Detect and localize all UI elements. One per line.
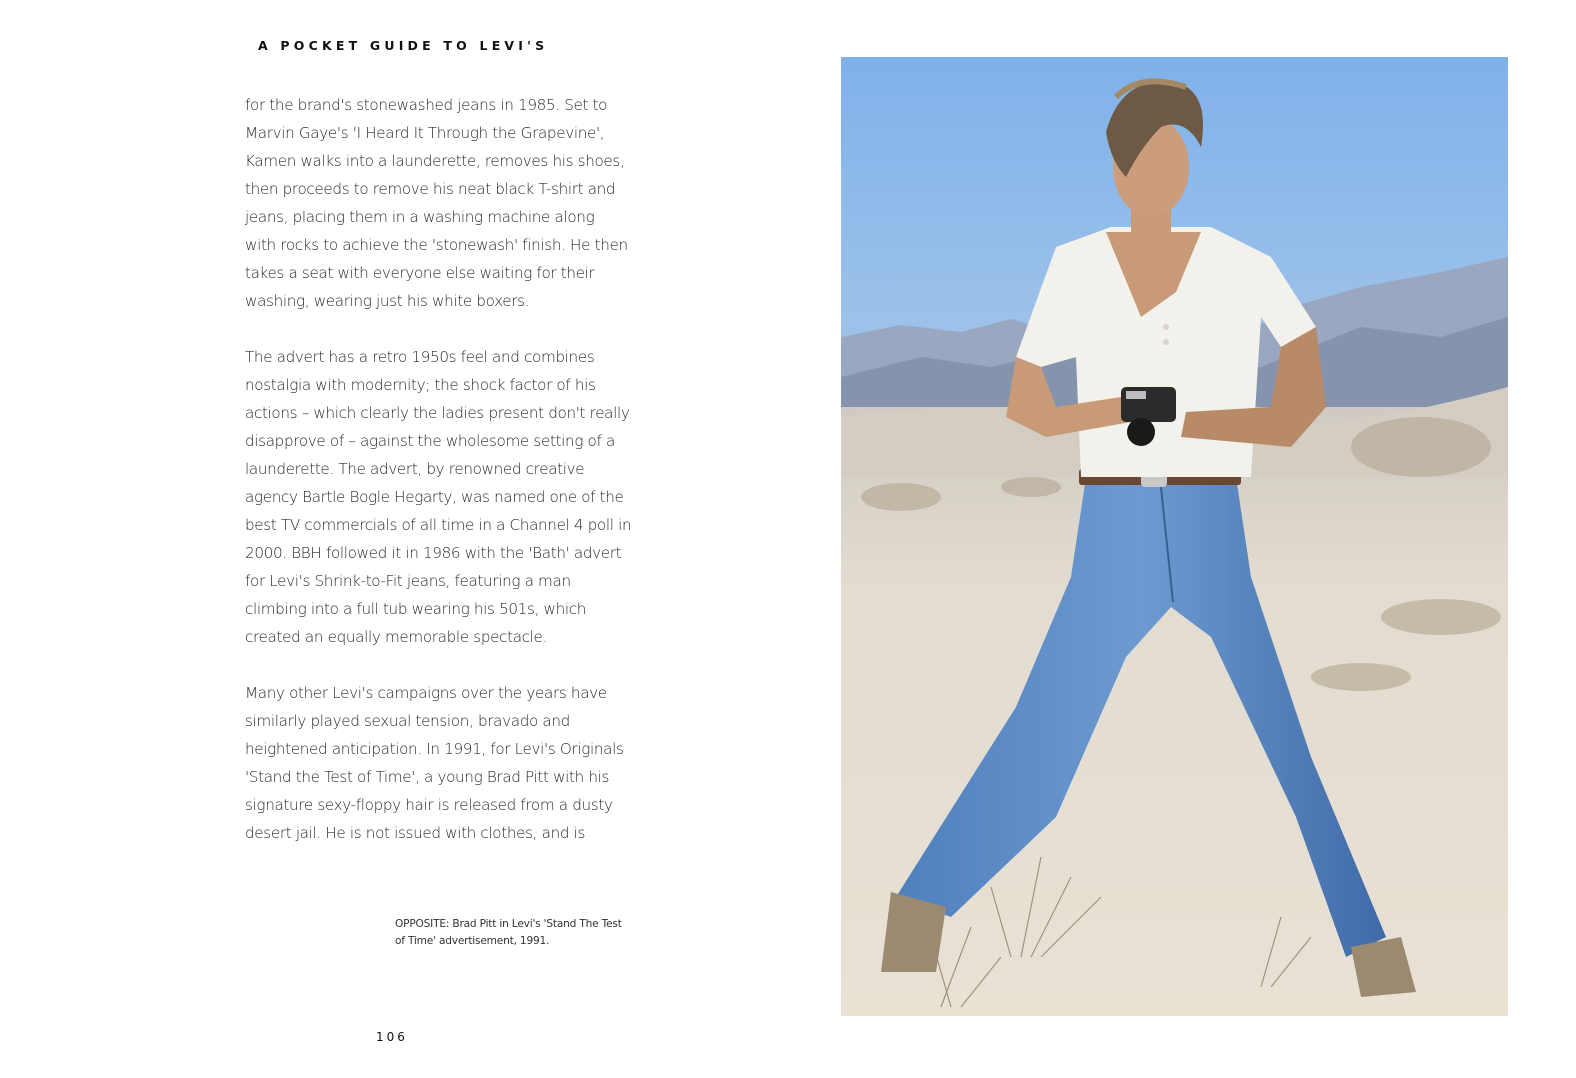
text-line: Many other Levi's campaigns over the years have [245, 684, 607, 702]
running-head: A POCKET GUIDE TO LEVI'S [258, 38, 549, 53]
text-line: best TV commercials of all time in a Channel 4 poll in [245, 516, 632, 534]
text-line: takes a seat with everyone else waiting for their [245, 264, 595, 282]
text-line: created an equally memorable spectacle. [245, 628, 548, 646]
text-line: for Levi's Shrink-to-Fit jeans, featuring a man [245, 572, 571, 590]
text-line: 'Stand the Test of Time', a young Brad Pitt with his [245, 768, 610, 786]
text-line: washing, wearing just his white boxers. [245, 292, 530, 310]
photo-illustration [841, 57, 1508, 1016]
photo-caption [395, 916, 675, 950]
photograph [841, 57, 1508, 1016]
text-line: climbing into a full tub wearing his 501s, which [245, 600, 587, 618]
paragraph-1 [245, 91, 685, 315]
text-line: Marvin Gaye's 'I Heard It Through the Grapevine', [245, 124, 605, 142]
text-line: with rocks to achieve the 'stonewash' finish. He then [245, 236, 628, 254]
text-line: desert jail. He is not issued with clothes, and is [245, 824, 586, 842]
text-line: for the brand's stonewashed jeans in 1985. Set to [245, 96, 608, 114]
text-line: similarly played sexual tension, bravado and [245, 712, 570, 730]
text-line: signature sexy-floppy hair is released from a dusty [245, 796, 613, 814]
text-line: then proceeds to remove his neat black T-shirt and [245, 180, 616, 198]
caption-line: OPPOSITE: Brad Pitt in Levi's 'Stand The Test [395, 918, 622, 930]
caption-line: of Time' advertisement, 1991. [395, 935, 550, 947]
text-line: nostalgia with modernity; the shock factor of his [245, 376, 596, 394]
text-line: heightened anticipation. In 1991, for Levi's Originals [245, 740, 624, 758]
text-line: Kamen walks into a launderette, removes his shoes, [245, 152, 625, 170]
page-number: 106 [376, 1030, 408, 1044]
body-text [245, 91, 685, 875]
text-line: agency Bartle Bogle Hegarty, was named one of the [245, 488, 624, 506]
paragraph-3 [245, 679, 685, 847]
text-line: actions – which clearly the ladies present don't really [245, 404, 630, 422]
text-line: disapprove of – against the wholesome setting of a [245, 432, 615, 450]
text-line: The advert has a retro 1950s feel and combines [245, 348, 595, 366]
text-line: 2000. BBH followed it in 1986 with the 'Bath' advert [245, 544, 622, 562]
paragraph-2 [245, 343, 685, 651]
text-line: jeans, placing them in a washing machine along [245, 208, 595, 226]
text-line: launderette. The advert, by renowned creative [245, 460, 585, 478]
